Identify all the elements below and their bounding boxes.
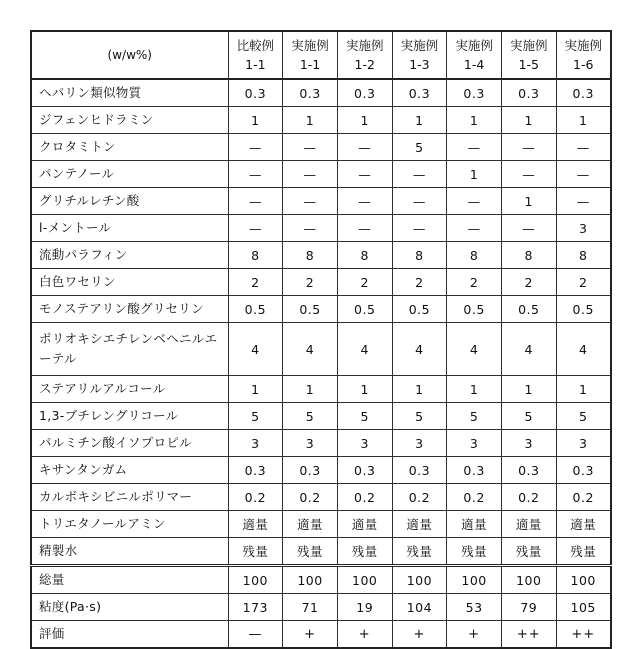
- value-cell: 8: [447, 242, 502, 269]
- value-cell: —: [447, 134, 502, 161]
- value-cell: 0.2: [501, 484, 556, 511]
- table-row: [31, 242, 611, 269]
- row-label: 総量: [31, 566, 228, 594]
- row-label: ポリオキシエチレンベヘニルエーテル: [31, 323, 228, 376]
- value-cell: 0.2: [283, 484, 338, 511]
- value-cell: 0.3: [228, 79, 283, 107]
- column-header-line1: 実施例: [400, 37, 439, 53]
- value-cell: 0.3: [447, 457, 502, 484]
- value-cell: —: [556, 161, 611, 188]
- value-cell: 0.3: [447, 79, 502, 107]
- row-label: 1,3-ブチレングリコール: [31, 403, 228, 430]
- value-cell: 0.5: [501, 296, 556, 323]
- value-cell: —: [228, 188, 283, 215]
- value-cell: 2: [283, 269, 338, 296]
- value-cell: —: [392, 188, 447, 215]
- value-cell: —: [337, 134, 392, 161]
- value-cell: 残量: [337, 538, 392, 566]
- value-cell: —: [392, 161, 447, 188]
- value-cell: 8: [392, 242, 447, 269]
- value-cell: 0.3: [228, 457, 283, 484]
- value-cell: 0.3: [337, 457, 392, 484]
- value-cell: 2: [392, 269, 447, 296]
- value-cell: 0.5: [283, 296, 338, 323]
- value-cell: 100: [283, 566, 338, 594]
- value-cell: —: [337, 215, 392, 242]
- value-cell: 1: [228, 376, 283, 403]
- row-label: ジフェンヒドラミン: [31, 107, 228, 134]
- unit-header-cell: (w/w%): [31, 31, 228, 79]
- value-cell: 0.3: [556, 79, 611, 107]
- value-cell: 19: [337, 594, 392, 621]
- value-cell: 100: [556, 566, 611, 594]
- value-cell: 0.3: [283, 79, 338, 107]
- value-cell: +: [337, 621, 392, 649]
- value-cell: —: [228, 134, 283, 161]
- row-label: カルボキシビニルポリマー: [31, 484, 228, 511]
- row-label: 精製水: [31, 538, 228, 566]
- value-cell: 5: [556, 403, 611, 430]
- column-header-line1: 比較例: [236, 37, 275, 53]
- value-cell: 1: [283, 107, 338, 134]
- row-label: 白色ワセリン: [31, 269, 228, 296]
- row-label: グリチルレチン酸: [31, 188, 228, 215]
- value-cell: 適量: [447, 511, 502, 538]
- table-row: [31, 134, 611, 161]
- value-cell: 1: [392, 376, 447, 403]
- value-cell: 8: [283, 242, 338, 269]
- column-header-cell: [392, 31, 447, 79]
- value-cell: 0.3: [556, 457, 611, 484]
- row-label: モノステアリン酸グリセリン: [31, 296, 228, 323]
- value-cell: —: [447, 215, 502, 242]
- value-cell: 適量: [228, 511, 283, 538]
- value-cell: —: [337, 188, 392, 215]
- table-row: [31, 538, 611, 566]
- value-cell: 0.5: [392, 296, 447, 323]
- value-cell: 0.5: [447, 296, 502, 323]
- column-header-line1: 実施例: [510, 37, 548, 53]
- value-cell: 8: [337, 242, 392, 269]
- value-cell: 5: [501, 403, 556, 430]
- column-header-line2: 1-6: [573, 57, 594, 72]
- row-label: ヘパリン類似物質: [31, 79, 228, 107]
- value-cell: 0.2: [556, 484, 611, 511]
- column-header-line2: 1-4: [463, 57, 485, 72]
- column-header-cell: [283, 31, 338, 79]
- value-cell: 100: [447, 566, 502, 594]
- value-cell: 79: [501, 594, 556, 621]
- column-header-cell: [337, 31, 392, 79]
- row-label: l-メントール: [31, 215, 228, 242]
- value-cell: —: [501, 134, 556, 161]
- value-cell: —: [556, 134, 611, 161]
- header-row: [31, 31, 611, 79]
- value-cell: 0.3: [392, 457, 447, 484]
- value-cell: 104: [392, 594, 447, 621]
- table-row: [31, 457, 611, 484]
- value-cell: —: [337, 161, 392, 188]
- value-cell: 2: [501, 269, 556, 296]
- value-cell: 3: [501, 430, 556, 457]
- column-header-line2: 1-1: [299, 57, 321, 72]
- value-cell: 3: [228, 430, 283, 457]
- value-cell: 残量: [228, 538, 283, 566]
- column-header-cell: [556, 31, 611, 79]
- value-cell: 1: [501, 188, 556, 215]
- value-cell: 3: [283, 430, 338, 457]
- value-cell: 1: [447, 107, 502, 134]
- column-header-cell: [228, 31, 283, 79]
- value-cell: —: [392, 215, 447, 242]
- value-cell: 8: [501, 242, 556, 269]
- value-cell: 0.3: [283, 457, 338, 484]
- row-label: 粘度(Pa·s): [31, 594, 228, 621]
- value-cell: 100: [501, 566, 556, 594]
- table-row: [31, 79, 611, 107]
- value-cell: —: [228, 161, 283, 188]
- value-cell: 5: [337, 403, 392, 430]
- value-cell: 0.2: [228, 484, 283, 511]
- value-cell: 0.3: [337, 79, 392, 107]
- value-cell: 適量: [501, 511, 556, 538]
- value-cell: 3: [556, 430, 611, 457]
- table-row: [31, 269, 611, 296]
- row-label: 評価: [31, 621, 228, 649]
- table-row: [31, 323, 611, 376]
- column-header-cell: [501, 31, 556, 79]
- table-row: [31, 376, 611, 403]
- value-cell: 0.2: [337, 484, 392, 511]
- value-cell: 4: [447, 323, 502, 376]
- table-row: [31, 566, 611, 594]
- column-header-line1: 実施例: [291, 37, 329, 53]
- value-cell: —: [556, 188, 611, 215]
- value-cell: 1: [337, 376, 392, 403]
- value-cell: —: [501, 161, 556, 188]
- value-cell: —: [447, 188, 502, 215]
- value-cell: 0.3: [501, 79, 556, 107]
- value-cell: 4: [337, 323, 392, 376]
- value-cell: 4: [228, 323, 283, 376]
- row-label: トリエタノールアミン: [31, 511, 228, 538]
- value-cell: 0.5: [337, 296, 392, 323]
- column-header-line1: 実施例: [564, 37, 602, 53]
- value-cell: —: [501, 215, 556, 242]
- row-label: パンテノール: [31, 161, 228, 188]
- table-row: [31, 621, 611, 649]
- column-header-line1: 実施例: [345, 37, 384, 53]
- column-header-cell: [447, 31, 502, 79]
- table-row: [31, 188, 611, 215]
- value-cell: 4: [392, 323, 447, 376]
- value-cell: 適量: [337, 511, 392, 538]
- table-row: [31, 403, 611, 430]
- value-cell: 3: [392, 430, 447, 457]
- value-cell: —: [283, 188, 338, 215]
- value-cell: 適量: [556, 511, 611, 538]
- value-cell: 105: [556, 594, 611, 621]
- row-label: ステアリルアルコール: [31, 376, 228, 403]
- value-cell: 8: [556, 242, 611, 269]
- formulation-table: [30, 30, 612, 649]
- value-cell: 5: [283, 403, 338, 430]
- value-cell: 1: [392, 107, 447, 134]
- value-cell: 5: [392, 403, 447, 430]
- value-cell: 173: [228, 594, 283, 621]
- row-label: キサンタンガム: [31, 457, 228, 484]
- value-cell: 5: [447, 403, 502, 430]
- value-cell: 5: [392, 134, 447, 161]
- table-row: [31, 484, 611, 511]
- value-cell: 0.2: [447, 484, 502, 511]
- value-cell: 4: [556, 323, 611, 376]
- table-row: [31, 161, 611, 188]
- value-cell: —: [283, 161, 338, 188]
- value-cell: —: [283, 134, 338, 161]
- value-cell: 0.5: [228, 296, 283, 323]
- value-cell: 0.2: [392, 484, 447, 511]
- table-row: [31, 430, 611, 457]
- value-cell: +: [283, 621, 338, 649]
- value-cell: 2: [447, 269, 502, 296]
- value-cell: —: [228, 621, 283, 649]
- row-label: パルミチン酸イソプロピル: [31, 430, 228, 457]
- table-row: [31, 107, 611, 134]
- column-header-line2: 1-1: [245, 57, 266, 72]
- table-row: [31, 215, 611, 242]
- value-cell: 1: [556, 376, 611, 403]
- table-row: [31, 594, 611, 621]
- value-cell: 1: [228, 107, 283, 134]
- value-cell: 2: [228, 269, 283, 296]
- value-cell: 1: [501, 376, 556, 403]
- value-cell: 100: [228, 566, 283, 594]
- value-cell: 8: [228, 242, 283, 269]
- value-cell: 適量: [392, 511, 447, 538]
- table-row: [31, 296, 611, 323]
- value-cell: 4: [501, 323, 556, 376]
- value-cell: 0.3: [501, 457, 556, 484]
- value-cell: ++: [501, 621, 556, 649]
- table-row: [31, 511, 611, 538]
- row-label: クロタミトン: [31, 134, 228, 161]
- row-label: 流動パラフィン: [31, 242, 228, 269]
- column-header-line1: 実施例: [455, 37, 493, 53]
- value-cell: 2: [556, 269, 611, 296]
- value-cell: 1: [501, 107, 556, 134]
- value-cell: 3: [447, 430, 502, 457]
- value-cell: —: [283, 215, 338, 242]
- value-cell: 1: [283, 376, 338, 403]
- value-cell: 1: [447, 161, 502, 188]
- value-cell: +: [447, 621, 502, 649]
- value-cell: 2: [337, 269, 392, 296]
- column-header-line2: 1-3: [409, 57, 430, 72]
- value-cell: 71: [283, 594, 338, 621]
- value-cell: 3: [337, 430, 392, 457]
- column-header-line2: 1-5: [518, 57, 539, 72]
- value-cell: 残量: [501, 538, 556, 566]
- value-cell: —: [228, 215, 283, 242]
- value-cell: 4: [283, 323, 338, 376]
- value-cell: +: [392, 621, 447, 649]
- value-cell: 0.3: [392, 79, 447, 107]
- value-cell: 1: [556, 107, 611, 134]
- value-cell: 3: [556, 215, 611, 242]
- value-cell: 5: [228, 403, 283, 430]
- value-cell: 100: [392, 566, 447, 594]
- value-cell: 残量: [283, 538, 338, 566]
- value-cell: 1: [337, 107, 392, 134]
- value-cell: 残量: [447, 538, 502, 566]
- value-cell: 53: [447, 594, 502, 621]
- formulation-table-container: [30, 30, 612, 649]
- value-cell: 1: [447, 376, 502, 403]
- value-cell: 適量: [283, 511, 338, 538]
- value-cell: 残量: [556, 538, 611, 566]
- value-cell: 0.5: [556, 296, 611, 323]
- column-header-line2: 1-2: [354, 57, 375, 72]
- value-cell: ++: [556, 621, 611, 649]
- value-cell: 100: [337, 566, 392, 594]
- value-cell: 残量: [392, 538, 447, 566]
